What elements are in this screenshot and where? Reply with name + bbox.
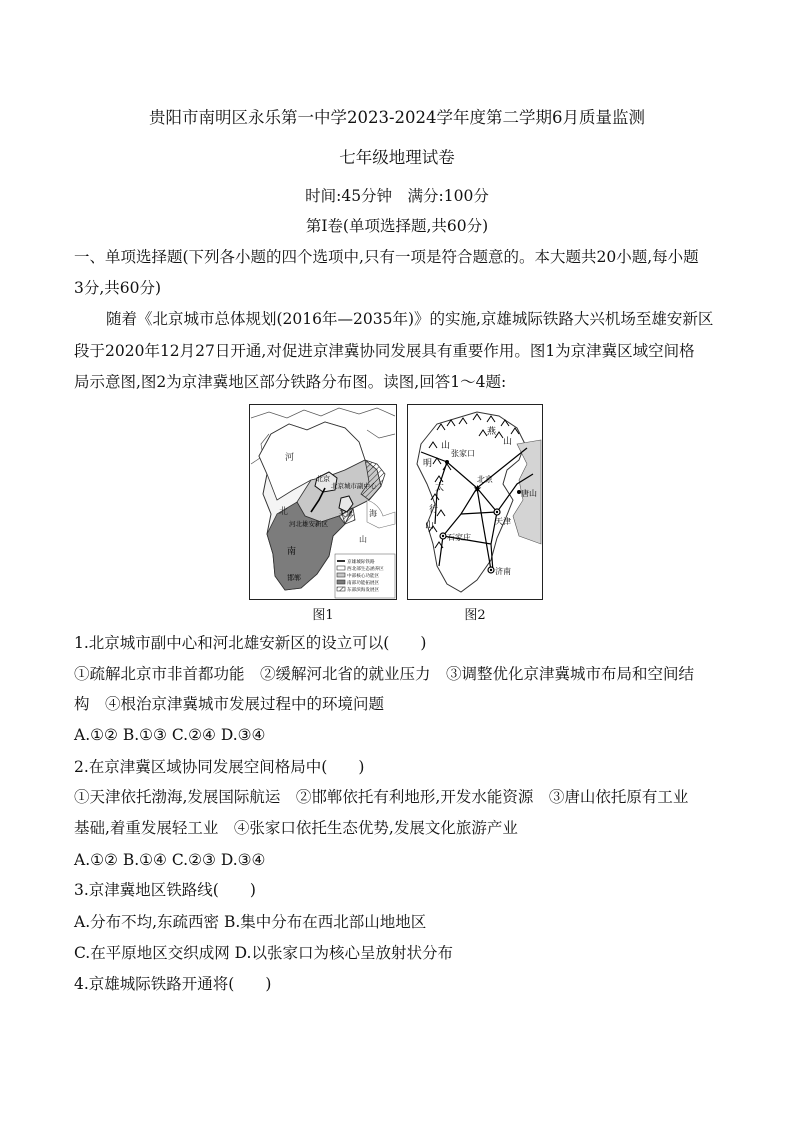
section-instruction-line2: 3分,共60分) bbox=[74, 279, 162, 297]
fig2-label-tangshan: 唐山 bbox=[521, 489, 537, 498]
fig2-label-shan: 山 bbox=[425, 521, 435, 531]
figure1-map bbox=[249, 404, 397, 600]
question-1-options: A.①② B.①③ C.②④ D.③④ bbox=[74, 726, 266, 744]
exam-info: 时间:45分钟 满分:100分 bbox=[305, 187, 489, 205]
question-1-stem: 1.北京城市副中心和河北雄安新区的设立可以( ) bbox=[74, 634, 427, 652]
exam-subtitle: 七年级地理试卷 bbox=[339, 148, 455, 167]
question-1-line: ①疏解北京市非首都功能 ②缓解河北省的就业压力 ③调整优化京津冀城市布局和空间结 bbox=[74, 665, 695, 683]
fig1-legend-item: 东部滨海发展区 bbox=[347, 588, 380, 593]
figure2-map bbox=[407, 404, 543, 600]
passage-line2: 段于2020年12月27日开通,对促进京津冀协同发展具有重要作用。图1为京津冀区域空间格 bbox=[74, 342, 695, 360]
fig1-label-subcenter: 北京城市副中心 bbox=[331, 482, 377, 490]
fig1-legend-item: 中部核心功能区 bbox=[347, 574, 380, 579]
fig1-legend-item: 京雄城际铁路 bbox=[347, 560, 375, 565]
fig1-label-he: 河 bbox=[285, 453, 295, 463]
question-2-options: A.①② B.①④ C.②③ D.③④ bbox=[74, 851, 266, 869]
question-2-line: ①天津依托渤海,发展国际航运 ②邯郸依托有利地形,开发水能资源 ③唐山依托原有工业 bbox=[74, 788, 689, 806]
fig2-label-tianjin: 天津 bbox=[495, 517, 511, 526]
fig2-label-ming: 明 bbox=[423, 459, 433, 469]
svg-text:★: ★ bbox=[473, 484, 482, 495]
fig2-label-shijiazhuang: 石家庄 bbox=[447, 533, 471, 542]
section-instruction-line1: 一、单项选择题(下列各小题的四个选项中,只有一项是符合题意的。本大题共20小题,每小题 bbox=[74, 248, 699, 266]
exam-title: 贵阳市南明区永乐第一中学2023-2024学年度第二学期6月质量监测 bbox=[148, 108, 646, 127]
question-4-stem: 4.京雄城际铁路开通将( ) bbox=[74, 975, 272, 993]
fig1-label-tianjin: 天津 bbox=[339, 510, 353, 518]
question-3-stem: 3.京津冀地区铁路线( ) bbox=[74, 881, 256, 899]
fig2-label-beijing: 北京 bbox=[477, 475, 493, 484]
fig1-label-beijing: 北京 bbox=[316, 475, 330, 483]
passage-line3: 局示意图,图2为京津冀地区部分铁路分布图。读图,回答1～4题: bbox=[74, 373, 507, 391]
fig1-label-south: 南 bbox=[287, 547, 297, 557]
question-3-line: A.分布不均,东疏西密 B.集中分布在西北部山地地区 bbox=[74, 913, 427, 931]
fig1-label-shandong: 山 bbox=[359, 535, 367, 544]
fig1-legend-item: 西北部生态涵养区 bbox=[347, 567, 384, 572]
figure1-caption: 图1 bbox=[312, 608, 334, 623]
fig2-label-shan: 山 bbox=[503, 437, 513, 447]
fig1-label-handan: 邯郸 bbox=[287, 574, 301, 582]
fig2-label-yan: 燕 bbox=[487, 427, 497, 437]
question-2-line: 基础,着重发展轻工业 ④张家口依托生态优势,发展文化旅游产业 bbox=[74, 819, 518, 837]
fig1-label-bei: 北 bbox=[279, 507, 289, 517]
passage-line1: 随着《北京城市总体规划(2016年—2035年)》的实施,京雄城际铁路大兴机场至雄安新区 bbox=[106, 310, 714, 328]
question-1-line: 构 ④根治京津冀城市发展过程中的环境问题 bbox=[74, 695, 385, 713]
fig2-label-zhangjiakou: 张家口 bbox=[451, 449, 475, 458]
question-2-stem: 2.在京津冀区域协同发展空间格局中( ) bbox=[74, 758, 365, 776]
fig1-legend-item: 南部功能拓展区 bbox=[347, 581, 380, 586]
fig2-label-hang: 行 bbox=[429, 505, 439, 515]
fig2-label-jinan: 济南 bbox=[495, 567, 511, 576]
fig1-label-bohai: 海 bbox=[369, 509, 377, 518]
fig2-label-tai: 太 bbox=[435, 483, 445, 493]
fig2-label-shan: 山 bbox=[441, 441, 451, 451]
volume-heading: 第Ⅰ卷(单项选择题,共60分) bbox=[305, 217, 489, 235]
fig1-legend bbox=[335, 554, 395, 598]
fig1-label-xiongan: 河北雄安新区 bbox=[289, 520, 328, 528]
question-3-line: C.在平原地区交织成网 D.以张家口为核心呈放射状分布 bbox=[74, 944, 453, 962]
figure2-caption: 图2 bbox=[464, 608, 486, 623]
